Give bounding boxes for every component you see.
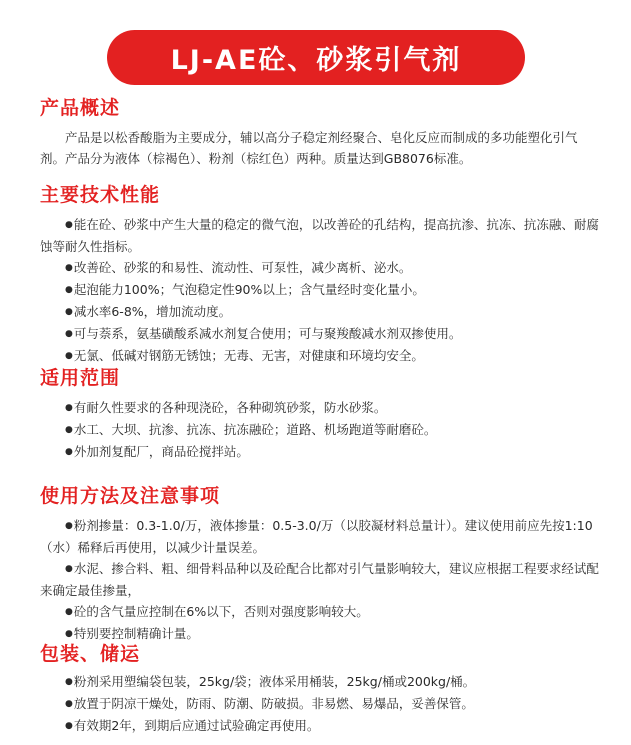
list-item: ●水工、大坝、抗渗、抗冻、抗冻融砼；道路、机场跑道等耐磨砼。 [65, 422, 437, 437]
bullet-icon: ● [65, 425, 73, 435]
list-item: ●有效期2年，到期后应通过试验确定再使用。 [65, 718, 320, 733]
list-item: ●粉剂掺量：0.3-1.0/万，液体掺量：0.5-3.0/万（以胶凝材料总量计）。建议使用前应先按1:10（水）稀释后再使用，以减少计量误差。 [40, 518, 593, 555]
bullet-icon: ● [65, 521, 73, 531]
section-packaging [40, 642, 600, 737]
bullet-icon: ● [65, 699, 73, 709]
list-item: ●外加剂复配厂，商品砼搅拌站。 [65, 444, 249, 459]
bullet-icon: ● [65, 220, 73, 230]
section-overview [40, 96, 600, 169]
page-title: LJ-AE砼、砂浆引气剂 [170, 45, 462, 76]
list-item: ●砼的含气量应控制在6%以下，否则对强度影响较大。 [65, 604, 369, 619]
list-item: ●可与萘系，氨基磺酸系减水剂复合使用；可与聚羧酸减水剂双掺使用。 [65, 326, 462, 341]
list-item: ●特别要控制精确计量。 [65, 626, 199, 641]
section-usage [40, 484, 600, 645]
list-item: ●起泡能力100%；气泡稳定性90%以上；含气量经时变化量小。 [65, 282, 425, 297]
list-item: ●改善砼、砂浆的和易性、流动性、可泵性，减少离析、泌水。 [65, 260, 412, 275]
bullet-icon: ● [65, 721, 73, 731]
bullet-icon: ● [65, 263, 73, 273]
bullet-icon: ● [65, 329, 73, 339]
section-heading-scope: 适用范围 [40, 367, 121, 389]
bullet-icon: ● [65, 677, 73, 687]
section-heading-overview: 产品概述 [40, 97, 121, 119]
bullet-icon: ● [65, 447, 73, 457]
list-item: ●有耐久性要求的各种现浇砼，各种砌筑砂浆，防水砂浆。 [65, 400, 387, 415]
bullet-icon: ● [65, 629, 73, 639]
list-item: ●水泥、掺合料、粗、细骨料品种以及砼配合比都对引气量影响较大，建议应根据工程要求经试配来确定最佳掺量， [40, 561, 599, 598]
bullet-icon: ● [65, 403, 73, 413]
title-banner [107, 30, 525, 85]
bullet-icon: ● [65, 564, 73, 574]
bullet-icon: ● [65, 607, 73, 617]
bullet-icon: ● [65, 285, 73, 295]
section-heading-performance: 主要技术性能 [40, 184, 161, 206]
list-item: ●减水率6-8%，增加流动度。 [65, 304, 232, 319]
section-heading-usage: 使用方法及注意事项 [40, 485, 221, 507]
list-item: ●放置于阴凉干燥处，防雨、防潮、防破损。非易燃、易爆品，妥善保管。 [65, 696, 474, 711]
list-item: ●能在砼、砂浆中产生大量的稳定的微气泡，以改善砼的孔结构，提高抗渗、抗冻、抗冻融、耐腐蚀等耐久性指标。 [40, 217, 599, 254]
list-item: ●粉剂采用塑编袋包装，25kg/袋；液体采用桶装，25kg/桶或200kg/桶。 [65, 674, 476, 689]
section-scope [40, 366, 600, 463]
bullet-icon: ● [65, 307, 73, 317]
bullet-icon: ● [65, 351, 73, 361]
section-performance [40, 183, 600, 367]
section-heading-packaging: 包装、储运 [40, 643, 141, 665]
overview-text: 产品是以松香酸脂为主要成分，辅以高分子稳定剂经聚合、皂化反应而制成的多功能塑化引气剂。产品分为液体（棕褐色）、粉剂（棕红色）两种。质量达到GB8076标准。 [40, 130, 578, 166]
list-item: ●无氯、低碱对钢筋无锈蚀；无毒、无害，对健康和环境均安全。 [65, 348, 424, 363]
